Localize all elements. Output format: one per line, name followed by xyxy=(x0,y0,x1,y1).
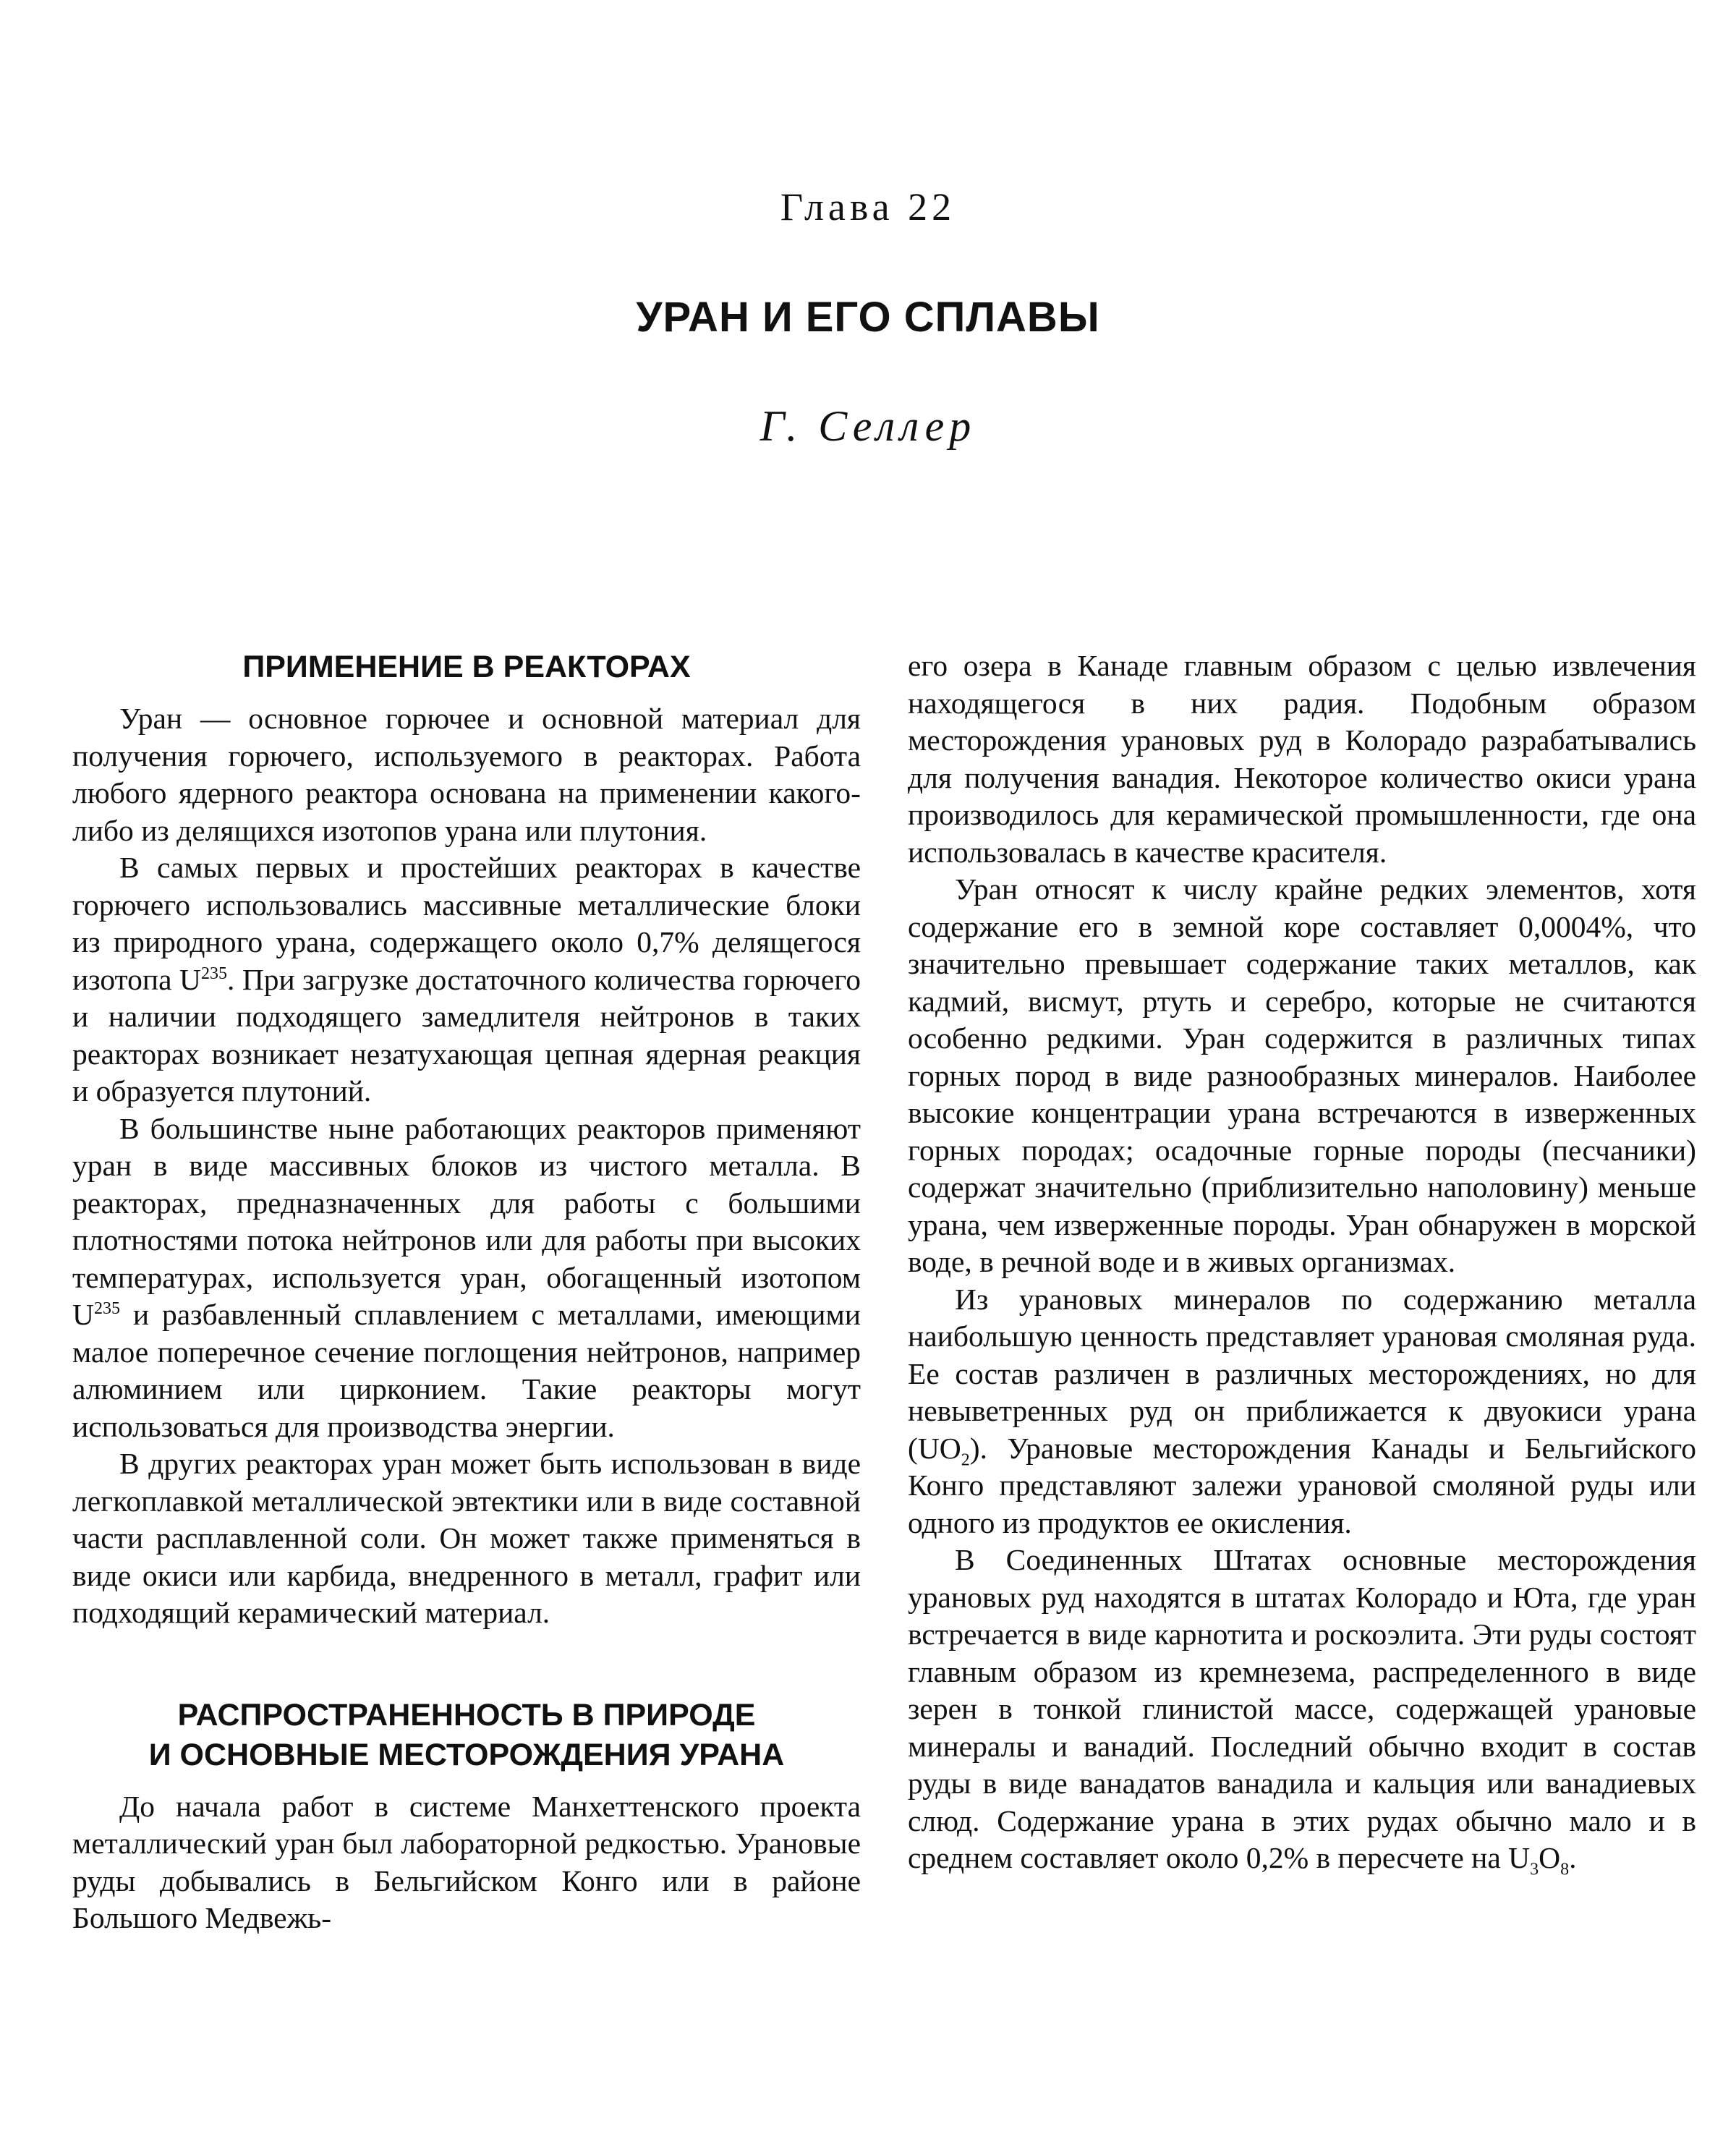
paragraph-continued: его озера в Канаде главным образом с целью извлечения находящегося в них радия. Подобным образом месторождения урановых руд в Колорадо разрабатывались для получения ванадия. Некоторое количество окиси урана производилось для керамической промышленности, где она использовалась в качестве красителя. xyxy=(908,649,1696,869)
section-heading-reactors: ПРИМЕНЕНИЕ В РЕАКТОРАХ xyxy=(242,650,691,684)
author-name: Г. Селлер xyxy=(760,402,977,450)
section-heading-occurrence: РАСПРОСТРАНЕННОСТЬ В ПРИРОДЕ И ОСНОВНЫЕ МЕСТОРОЖДЕНИЯ УРАНА xyxy=(148,1697,785,1772)
chapter-title: УРАН И ЕГО СПЛАВЫ xyxy=(636,294,1100,341)
paragraph: Из урановых минералов по содержанию металла наибольшую ценность представляет урановая смоляная руда. Ее состав различен в различных месторождениях, но для невыветренных руд он приближается к двуокиси урана $(UO_2)$. Урановые месторождения Канады и Бельгийского Конго представляют залежи урановой смоляной руды или одного из продуктов ее окисления. xyxy=(908,1282,1696,1539)
paragraph: В других реакторах уран может быть использован в виде легкоплавкой металлической эвтектики или в виде составной части расплавленной соли. Он может также применяться в виде окиси или карбида, внедренного в металл, графит или подходящий керамический материал. xyxy=(72,1447,861,1629)
left-column xyxy=(72,647,861,1937)
paragraph: В Соединенных Штатах основные месторождения урановых руд находятся в штатах Колорадо и Юта, где уран встречается в виде карнотита и роскоэлита. Эти руды состоят главным образом из кремнезема, распределенного в виде зерен в тонкой глинистой массе, содержащей урановые минералы и ванадий. Последний обычно входит в состав руды в виде ванадатов ванадила и кальция или ванадиевых слюд. Содержание урана в этих рудах обычно мало и в среднем составляет около 0,2% в пересчете на $U_3O_8$. xyxy=(908,1543,1696,1879)
paragraph: В самых первых и простейших реакторах в качестве горючего использовались массивные металлические блоки из природного урана, содержащего около 0,7% делящегося изотопа $U^{235}$. При загрузке достаточного количества горючего и наличии подходящего замедлителя нейтронов в таких реакторах возникает незатухающая цепная ядерная реакция и образуется плутоний. xyxy=(72,851,861,1108)
paragraph: В большинстве ныне работающих реакторов применяют уран в виде массивных блоков из чистого металла. В реакторах, предназначенных для работы с большими плотностями потока нейтронов или для работы при высоких температурах, используется уран, обогащенный изотопом $U^{235}$ и разбавленный сплавлением с металлами, имеющими малое поперечное сечение поглощения нейтронов, например алюминием или цирконием. Такие реакторы могут использоваться для производства энергии. xyxy=(72,1111,861,1443)
chapter-number: Глава 22 xyxy=(780,185,956,229)
paragraph: Уран относят к числу крайне редких элементов, хотя содержание его в земной коре составляет 0,0004%, что значительно превышает содержание таких металлов, как кадмий, висмут, ртуть и серебро, которые не считаются особенно редкими. Уран содержится в различных типах горных пород в виде разнообразных минералов. Наиболее высокие концентрации урана встречаются в изверженных горных породах; осадочные горные породы (песчаники) содержат значительно (приблизительно наполовину) меньше урана, чем изверженные породы. Уран обнаружен в морской воде, в речной воде и в живых организмах. xyxy=(908,872,1696,1278)
paragraph: Уран — основное горючее и основной материал для получения горючего, используемого в реакторах. Работа любого ядерного реактора основана на применении какого-либо из делящихся изотопов урана или плутония. xyxy=(72,702,861,847)
paragraph: До начала работ в системе Манхеттенского проекта металлический уран был лабораторной редкостью. Урановые руды добывались в Бельгийском Конго или в районе Большого Медвежь- xyxy=(72,1789,861,1934)
right-column xyxy=(908,647,1696,1877)
